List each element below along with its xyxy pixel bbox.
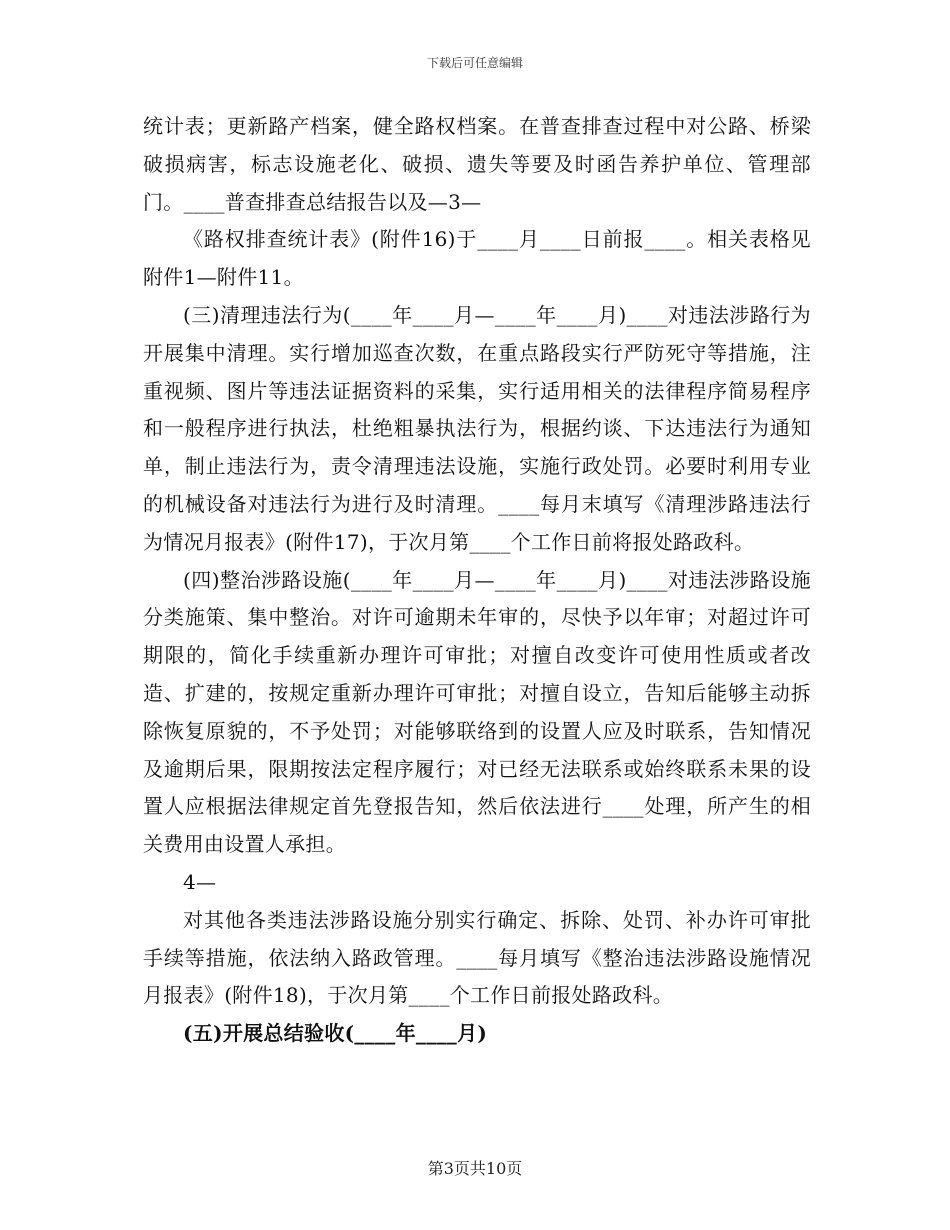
- paragraph-statistics-table: 统计表；更新路产档案，健全路权档案。在普查排查过程中对公路、桥梁破损病害，标志设施老化、破损、遗失等要及时函告养护单位、管理部门。____普查排查总结报告以及—3—: [143, 114, 811, 214]
- paragraph-section-4-rectify-facilities: (四)整治涉路设施(____年____月—____年____月)____对违法涉路设施分类施策、集中整治。对许可逾期未年审的，尽快予以年审；对超过许可期限的，简化手续重新办理许可审批；对擅自改变许可使用性质或者改造、扩建的，按规定重新办理许可审批；对擅自设立，告知后能够主动拆除恢复原貌的，不予处罚；对能够联络到的设置人应及时联系，告知情况及逾期后果，限期按法定程序履行；对已经无法联系或始终联系未果的设置人应根据法律规定首先登报告知，然后依法进行____处理，所产生的相关费用由设置人承担。: [143, 567, 811, 857]
- page-footer: 第3页共10页: [427, 1159, 523, 1178]
- paragraph-page-marker: 4—: [183, 869, 217, 894]
- paragraph-road-rights-table: 《路权排查统计表》(附件16)于____月____日前报____。相关表格见附件1—附件11。: [143, 227, 811, 290]
- section-heading-5-summary-acceptance: (五)开展总结验收(____年____月): [183, 1021, 488, 1046]
- paragraph-section-3-clear-violations: (三)清理违法行为(____年____月—____年____月)____对违法涉路行为开展集中清理。实行增加巡查次数，在重点路段实行严防死守等措施，注重视频、图片等违法证据资料的采集，实行适用相关的法律程序简易程序和一般程序进行执法，杜绝粗暴执法行为，根据约谈、下达违法行为通知单，制止违法行为，责令清理违法设施，实施行政处罚。必要时利用专业的机械设备对违法行为进行及时清理。____每月末填写《清理涉路违法行为情况月报表》(附件17)，于次月第____个工作日前将报处路政科。: [143, 302, 811, 554]
- paragraph-other-violations: 对其他各类违法涉路设施分别实行确定、拆除、处罚、补办许可审批手续等措施，依法纳入路政管理。____每月填写《整治违法涉路设施情况月报表》(附件18)，于次月第____个工作日前报处路政科。: [143, 907, 811, 1008]
- document-body: [143, 108, 811, 1053]
- page-header: 下载后可任意编辑: [426, 56, 523, 70]
